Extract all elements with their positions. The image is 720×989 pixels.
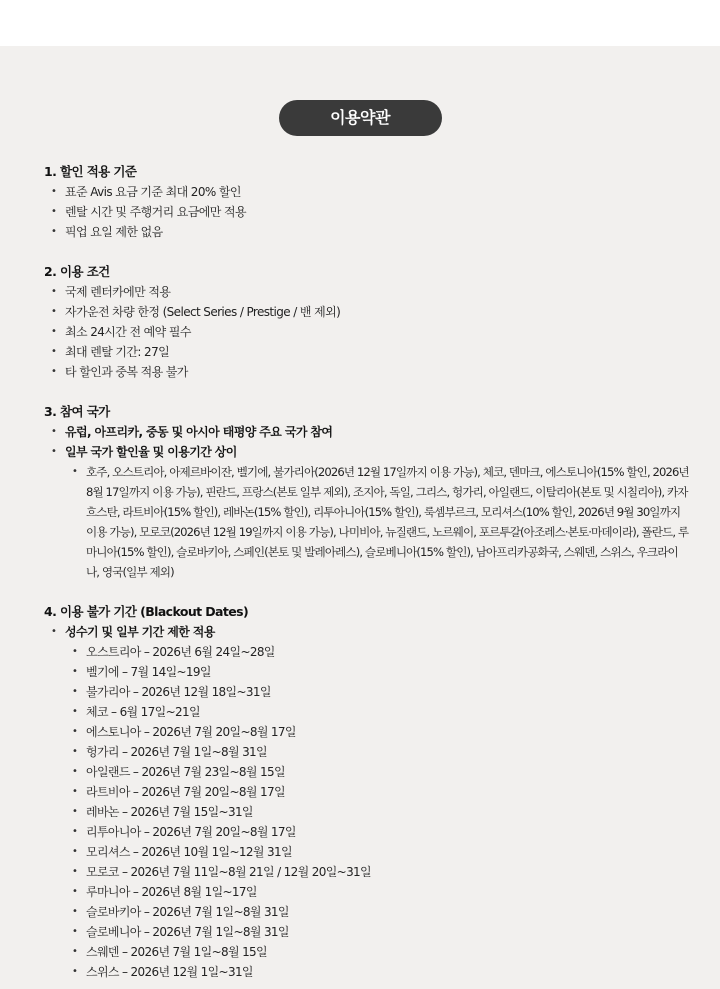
list-item: • 일부 국가 할인율 및 이용기간 상이 • 호주, 오스트리아, 아제르바이잔, 벨기에, 불가리아(2026년 12월 17일까지 이용 가능), 체코, 덴마크, 에스토니아(15% 할인, 2026년 8월 17일까지 이용 가능), 핀란드, 프랑스(본토 일부 제외), 조지아, 독일, 그리스, 헝가리, 아일랜드, 이탈리아(본토 및 시칠리아), 카자흐스탄, 라트비아(15% 할인), 레바논(15% 할인), 리투아니아(15% 할인), 룩셈부르크, 모리셔스(10% 할인, 2026년 9월 30일까지 이용 가능), 모로코(2026년 12월 19일까지 이용 가능), 나미비아, 뉴질랜드, 노르웨이, 포르투갈(아조레스·본토·마데이라), 폴란드, 루마니아(15% 할인), 슬로바키아, 스페인(본토 및 발레아레스), 슬로베니아(15% 할인), 남아프리카공화국, 스웨덴, 스위스, 우크라이나, 영국(일부 제외) <box>44 442 690 582</box>
blackout-item: • 스웨덴 – 2026년 7월 1일~8월 15일 <box>65 942 690 962</box>
list-item: • 표준 Avis 요금 기준 최대 20% 할인 <box>44 182 690 202</box>
section-heading: 2. 이용 조건 <box>44 264 110 279</box>
sub-list <box>65 462 690 582</box>
section-heading: 3. 참여 국가 <box>44 404 110 419</box>
section-heading: 4. 이용 불가 기간 (Blackout Dates) <box>44 604 249 619</box>
list-item: • 픽업 요일 제한 없음 <box>44 222 690 242</box>
blackout-item: • 헝가리 – 2026년 7월 1일~8월 31일 <box>65 742 690 762</box>
section-discount-basis <box>44 162 690 242</box>
country-list-text: • 호주, 오스트리아, 아제르바이잔, 벨기에, 불가리아(2026년 12월 17일까지 이용 가능), 체코, 덴마크, 에스토니아(15% 할인, 2026년 8월 17일까지 이용 가능), 핀란드, 프랑스(본토 일부 제외), 조지아, 독일, 그리스, 헝가리, 아일랜드, 이탈리아(본토 및 시칠리아), 카자흐스탄, 라트비아(15% 할인), 레바논(15% 할인), 리투아니아(15% 할인), 룩셈부르크, 모리셔스(10% 할인, 2026년 9월 30일까지 이용 가능), 모로코(2026년 12월 19일까지 이용 가능), 나미비아, 뉴질랜드, 노르웨이, 포르투갈(아조레스·본토·마데이라), 폴란드, 루마니아(15% 할인), 슬로바키아, 스페인(본토 및 발레아레스), 슬로베니아(15% 할인), 남아프리카공화국, 스웨덴, 스위스, 우크라이나, 영국(일부 제외) <box>65 462 690 582</box>
terms-title: 이용약관 <box>279 100 442 136</box>
section-blackout-dates <box>44 602 690 982</box>
blackout-item: • 벨기에 – 7월 14일~19일 <box>65 662 690 682</box>
blackout-item: • 루마니아 – 2026년 8월 1일~17일 <box>65 882 690 902</box>
terms-panel <box>0 46 720 989</box>
blackout-item: • 체코 – 6월 17일~21일 <box>65 702 690 722</box>
bullet-list <box>44 622 690 982</box>
section-usage-conditions <box>44 262 690 382</box>
section-participating-countries <box>44 402 690 582</box>
list-item: • 유럽, 아프리카, 중동 및 아시아 태평양 주요 국가 참여 <box>44 422 690 442</box>
list-item: • 타 할인과 중복 적용 불가 <box>44 362 690 382</box>
blackout-item: • 오스트리아 – 2026년 6월 24일~28일 <box>65 642 690 662</box>
list-item: • 최대 렌탈 기간: 27일 <box>44 342 690 362</box>
blackout-item: • 슬로바키아 – 2026년 7월 1일~8월 31일 <box>65 902 690 922</box>
blackout-item: • 불가리아 – 2026년 12월 18일~31일 <box>65 682 690 702</box>
blackout-item: • 에스토니아 – 2026년 7월 20일~8월 17일 <box>65 722 690 742</box>
title-wrap <box>0 100 720 136</box>
blackout-item: • 라트비아 – 2026년 7월 20일~8월 17일 <box>65 782 690 802</box>
blackout-item: • 아일랜드 – 2026년 7월 23일~8월 15일 <box>65 762 690 782</box>
section-heading: 1. 할인 적용 기준 <box>44 164 137 179</box>
terms-content <box>0 162 720 982</box>
list-item: • 자가운전 차량 한정 (Select Series / Prestige / 밴 제외) <box>44 302 690 322</box>
list-item: • 성수기 및 일부 기간 제한 적용 • 오스트리아 – 2026년 6월 24일~28일 • 벨기에 – 7월 14일~19일 • 불가리아 – 2026년 12월 18일~31일 • 체코 – 6월 17일~21일 • 에스토니아 – 2026년 7월 20일~8월 17일 • 헝가리 – 2026년 7월 1일~8월 31일 • 아일랜드 – 2026년 7월 23일~8월 15일 • 라트비아 – 2026년 7월 20일~8월 17일 • 레바논 – 2026년 7월 15일~31일 • 리투아니아 – 2026년 7월 20일~8월 17일 • 모리셔스 – 2026년 10월 1일~12월 31일 • 모로코 – 2026년 7월 11일~8월 21일 / 12월 20일~31일 • 루마니아 – 2026년 8월 1일~17일 • 슬로바키아 – 2026년 7월 1일~8월 31일 • 슬로베니아 – 2026년 7월 1일~8월 31일 • 스웨덴 – 2026년 7월 1일~8월 15일 • 스위스 – 2026년 12월 1일~31일 <box>44 622 690 982</box>
bullet-list <box>44 282 690 382</box>
blackout-item: • 스위스 – 2026년 12월 1일~31일 <box>65 962 690 982</box>
bullet-list <box>44 182 690 242</box>
top-bar <box>0 0 720 46</box>
list-item: • 최소 24시간 전 예약 필수 <box>44 322 690 342</box>
bullet-list <box>44 422 690 582</box>
blackout-item: • 리투아니아 – 2026년 7월 20일~8월 17일 <box>65 822 690 842</box>
blackout-item: • 슬로베니아 – 2026년 7월 1일~8월 31일 <box>65 922 690 942</box>
blackout-list <box>65 642 690 982</box>
blackout-item: • 레바논 – 2026년 7월 15일~31일 <box>65 802 690 822</box>
list-item: • 국제 렌터카에만 적용 <box>44 282 690 302</box>
list-item: • 렌탈 시간 및 주행거리 요금에만 적용 <box>44 202 690 222</box>
blackout-item: • 모로코 – 2026년 7월 11일~8월 21일 / 12월 20일~31일 <box>65 862 690 882</box>
blackout-item: • 모리셔스 – 2026년 10월 1일~12월 31일 <box>65 842 690 862</box>
